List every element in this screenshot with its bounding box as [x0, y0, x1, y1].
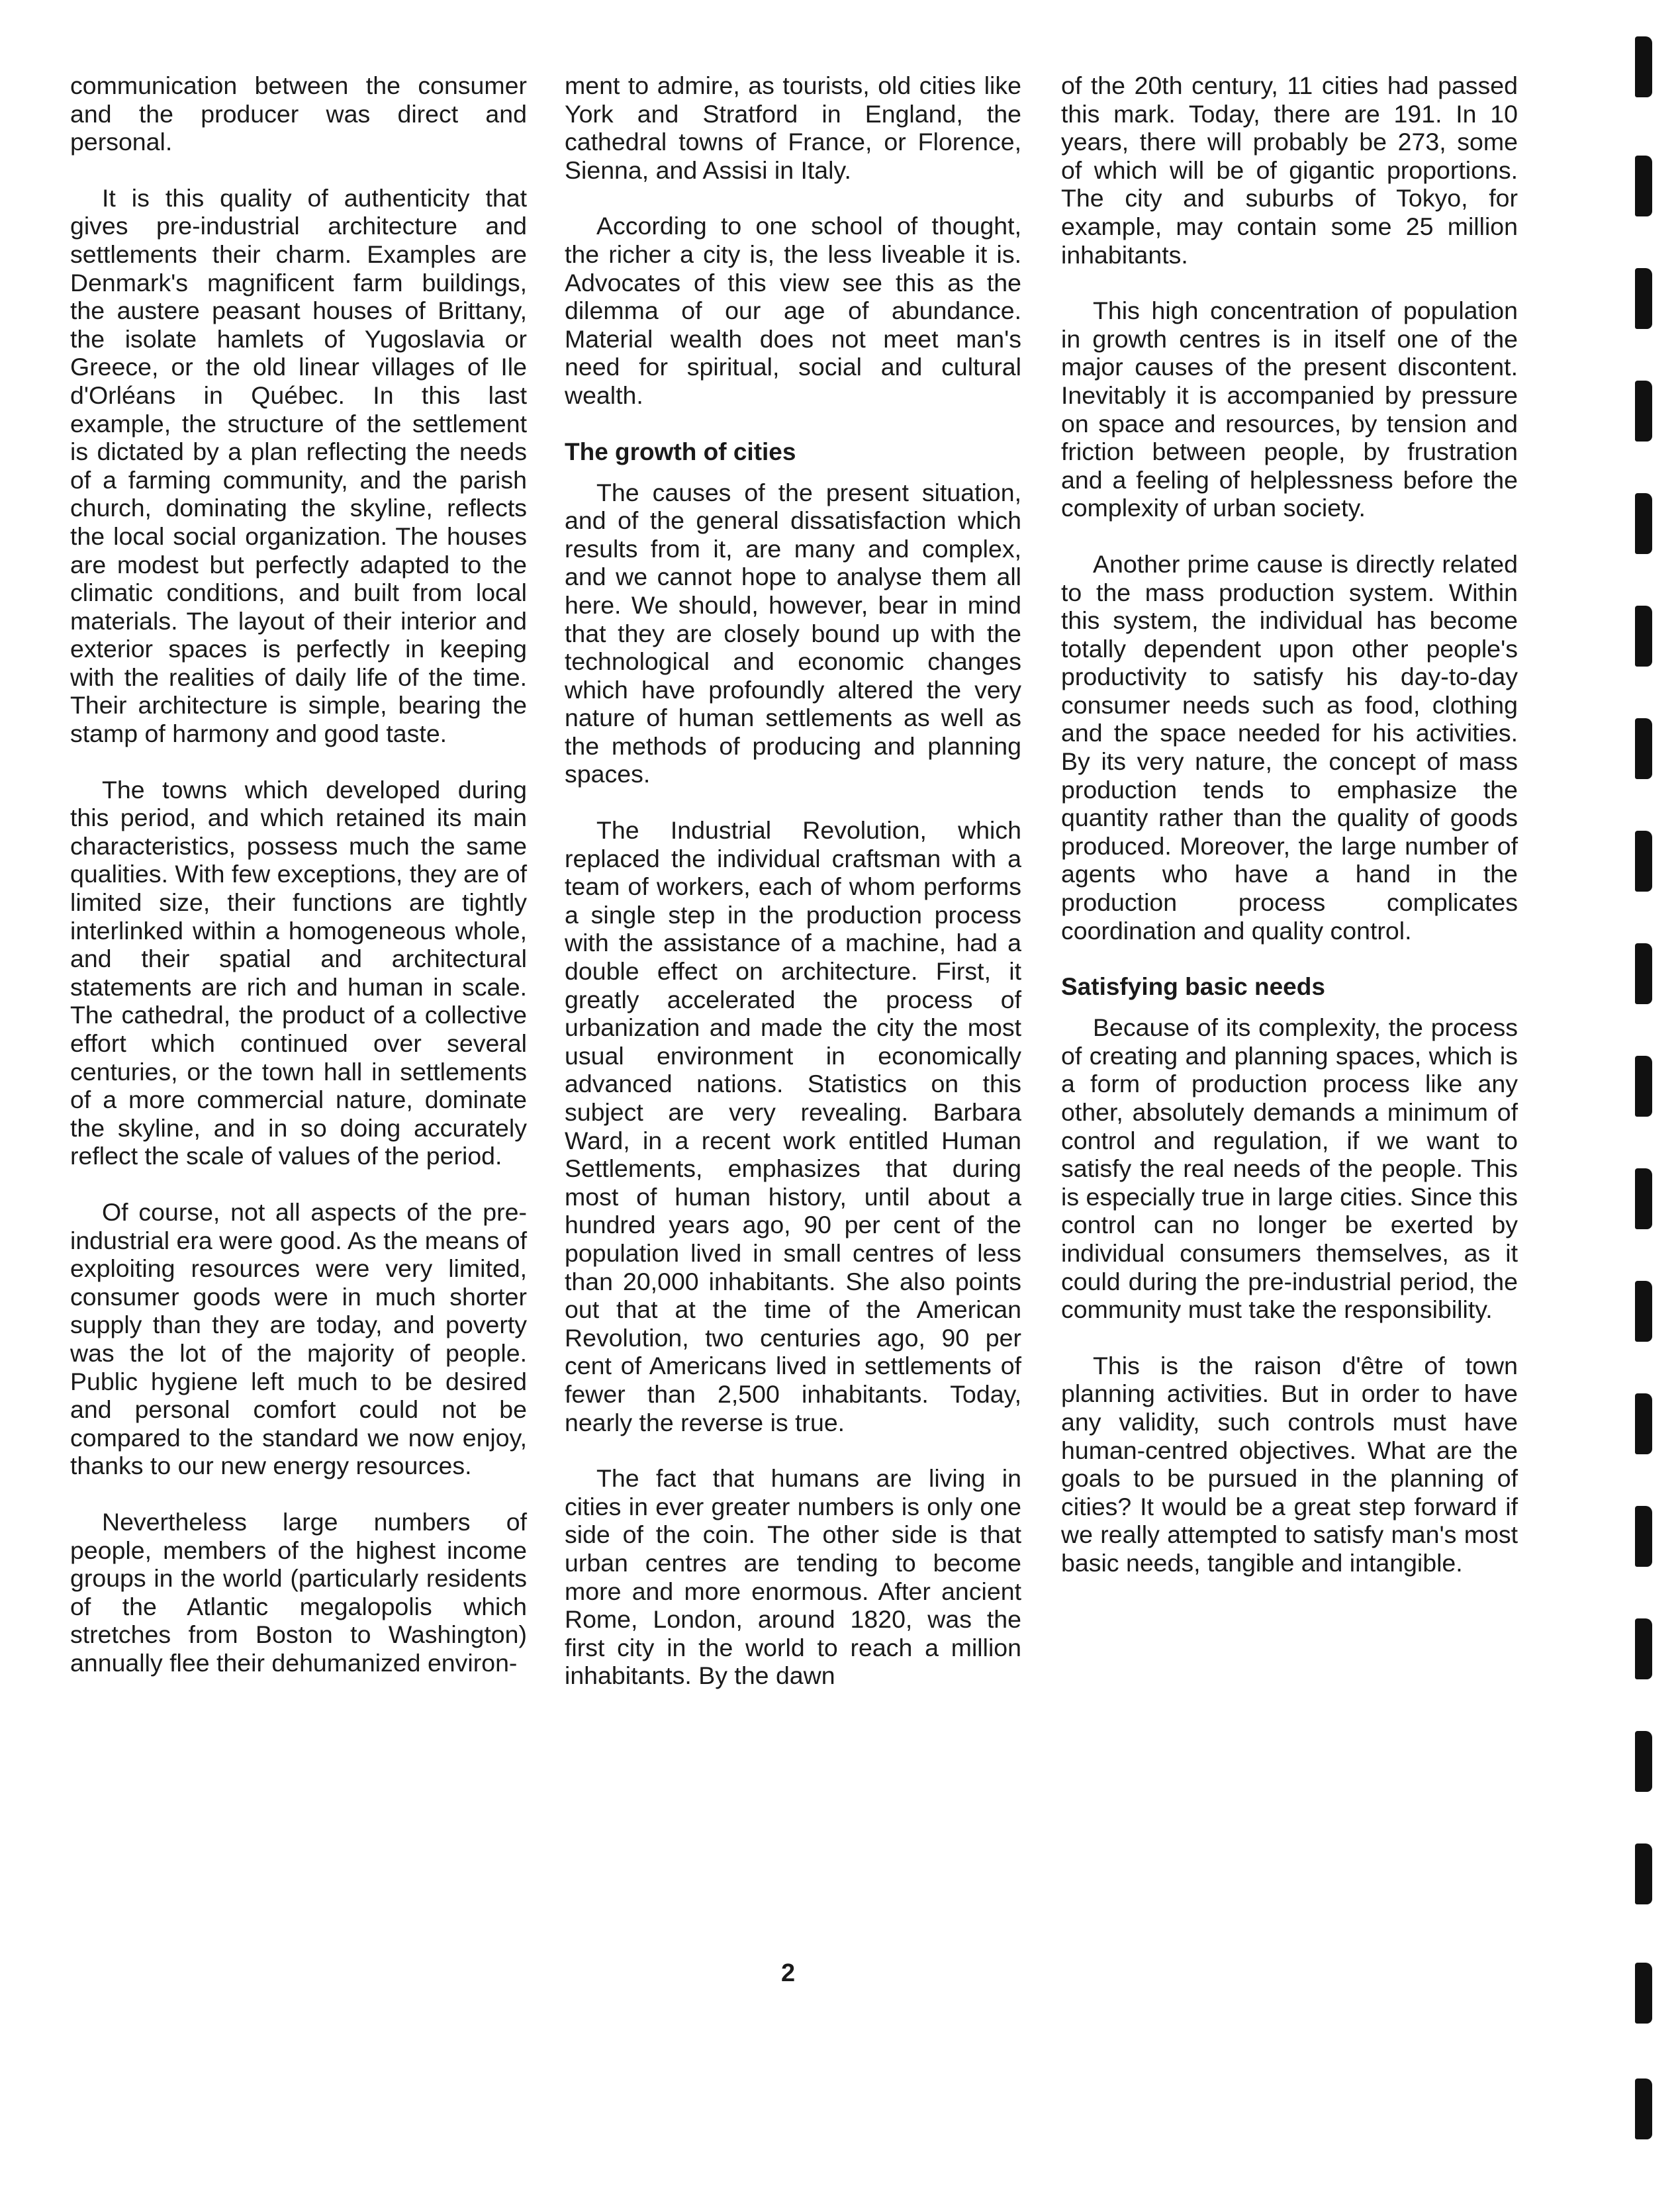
binding-mark	[1635, 36, 1652, 97]
binding-mark	[1635, 1618, 1652, 1679]
paragraph: Because of its complexity, the process of creating and planning spaces, which is a form of production process like any other, absolutely demands a minimum of control and regulation, if we want to satisfy the real needs of the people. This is especially true in large cities. Since this control can no longer be exerted by individual consumers themselves, as it could during the pre-industrial period, the community must take the responsibility.	[1061, 1013, 1518, 1324]
paragraph: Another prime cause is directly related to the mass production system. Within this system, the individual has become totally dependent upon other people's productivity to satisfy his day-to-day consumer needs such as food, clothing and the space needed for his activities. By its very nature, the concept of mass production tends to emphasize the quantity rather than the quality of goods produced. Moreover, the large number of agents who have a hand in the production process complicates coordination and quality control.	[1061, 549, 1518, 945]
binding-mark	[1635, 493, 1652, 554]
paragraph: The causes of the present situation, and of the general dissatisfaction which results from it, are many and complex, and we cannot hope to analyse them all here. We should, however, bear in mind that they are closely bound up with the technological and economic changes which have profoundly altered the very nature of human settlements as well as the methods of producing and planning spaces.	[565, 478, 1021, 788]
binding-mark	[1635, 381, 1652, 442]
text-column-1	[70, 71, 527, 1704]
binding-mark	[1635, 718, 1652, 779]
paragraph: It is this quality of authenticity that gives pre-industrial architecture and settlements their charm. Examples are Denmark's magnificent farm buildings, the austere peasant houses of Brittany, the isolate hamlets of Yugoslavia or Greece, or the old linear villages of Ile d'Orléans in Québec. In this last example, the structure of the settlement is dictated by a plan reflecting the needs of a farming community, and the parish church, dominating the skyline, reflects the local social organization. The houses are modest but perfectly adapted to the climatic conditions, and built from local materials. The layout of their interior and exterior spaces is perfectly in keeping with the realities of daily life of the time. Their architecture is simple, bearing the stamp of harmony and good taste.	[70, 183, 527, 748]
binding-mark	[1635, 156, 1652, 216]
section-heading-satisfying-basic-needs: Satisfying basic needs	[1061, 973, 1325, 1001]
binding-mark	[1635, 831, 1652, 892]
binding-mark	[1635, 943, 1652, 1004]
paragraph: Nevertheless large numbers of people, members of the highest income groups in the world (particularly residents of the Atlantic megalopolis which stretches from Boston to Washington) annually flee their dehumanized environ-	[70, 1507, 527, 1677]
binding-mark	[1635, 2078, 1652, 2139]
text-column-2	[565, 71, 1021, 1718]
paragraph: ment to admire, as tourists, old cities like York and Stratford in England, the cathedral towns of France, or Florence, Sienna, and Assisi in Italy.	[565, 71, 1021, 184]
binding-mark	[1635, 268, 1652, 329]
binding-mark	[1635, 1506, 1652, 1567]
binding-mark	[1635, 606, 1652, 667]
text-column-3	[1061, 71, 1518, 1605]
binding-mark	[1635, 1963, 1652, 2024]
paragraph: The Industrial Revolution, which replaced the individual craftsman with a team of workers, each of whom performs a single step in the production process with the assistance of a machine, had a double effect on architecture. First, it greatly accelerated the process of urbanization and made the city the most usual environment in economically advanced nations. Statistics on this subject are very revealing. Barbara Ward, in a recent work entitled Human Settlements, emphasizes that during most of human history, until about a hundred years ago, 90 per cent of the population lived in small centres of less than 20,000 inhabitants. She also points out that at the time of the American Revolution, two centuries ago, 90 per cent of Americans lived in settlements of fewer than 2,500 inhabitants. Today, nearly the reverse is true.	[565, 816, 1021, 1436]
binding-mark	[1635, 1731, 1652, 1792]
page-number: 2	[781, 1959, 796, 1987]
paragraph: of the 20th century, 11 cities had passed this mark. Today, there are 191. In 10 years, there will probably be 273, some of which will be of gigantic proportions. The city and suburbs of Tokyo, for example, may contain some 25 million inhabitants.	[1061, 71, 1518, 269]
paragraph: This is the raison d'être of town planning activities. But in order to have any validity, such controls must have human-centred objectives. What are the goals to be pursued in the planning of cities? It would be a great step forward if we really attempted to satisfy man's most basic needs, tangible and intangible.	[1061, 1351, 1518, 1577]
section-heading-growth-of-cities: The growth of cities	[565, 438, 796, 465]
binding-mark	[1635, 1393, 1652, 1454]
paragraph: Of course, not all aspects of the pre-industrial era were good. As the means of exploiting resources were very limited, consumer goods were in much shorter supply than they are today, and poverty was the lot of the majority of people. Public hygiene left much to be desired and personal comfort could not be compared to the standard we now enjoy, thanks to our new energy resources.	[70, 1197, 527, 1480]
binding-mark	[1635, 1281, 1652, 1342]
paragraph: This high concentration of population in growth centres is in itself one of the major causes of the present discontent. Inevitably it is accompanied by pressure on space and resources, by tension and friction between people, by frustration and a feeling of helplessness before the complexity of urban society.	[1061, 297, 1518, 522]
paragraph: communication between the consumer and the producer was direct and personal.	[70, 71, 527, 156]
paragraph: According to one school of thought, the richer a city is, the less liveable it is. Advocates of this view see this as the dilemma of our age of abundance. Material wealth does not meet man's need for spiritual, social and cultural wealth.	[565, 212, 1021, 409]
binding-mark	[1635, 1056, 1652, 1117]
binding-mark	[1635, 1168, 1652, 1229]
binding-mark	[1635, 1843, 1652, 1904]
paragraph: The towns which developed during this period, and which retained its main characteristics, possess much the same qualities. With few exceptions, they are of limited size, their functions are tightly interlinked within a homogeneous whole, and their spatial and architectural statements are rich and human in scale. The cathedral, the product of a collective effort which continued over several centuries, or the town hall in settlements of a more commercial nature, dominate the skyline, and in so doing accurately reflect the scale of values of the period.	[70, 775, 527, 1170]
paragraph: The fact that humans are living in cities in ever greater numbers is only one side of the coin. The other side is that urban centres are tending to become more and more enormous. After ancient Rome, London, around 1820, was the first city in the world to reach a million inhabitants. By the dawn	[565, 1464, 1021, 1690]
